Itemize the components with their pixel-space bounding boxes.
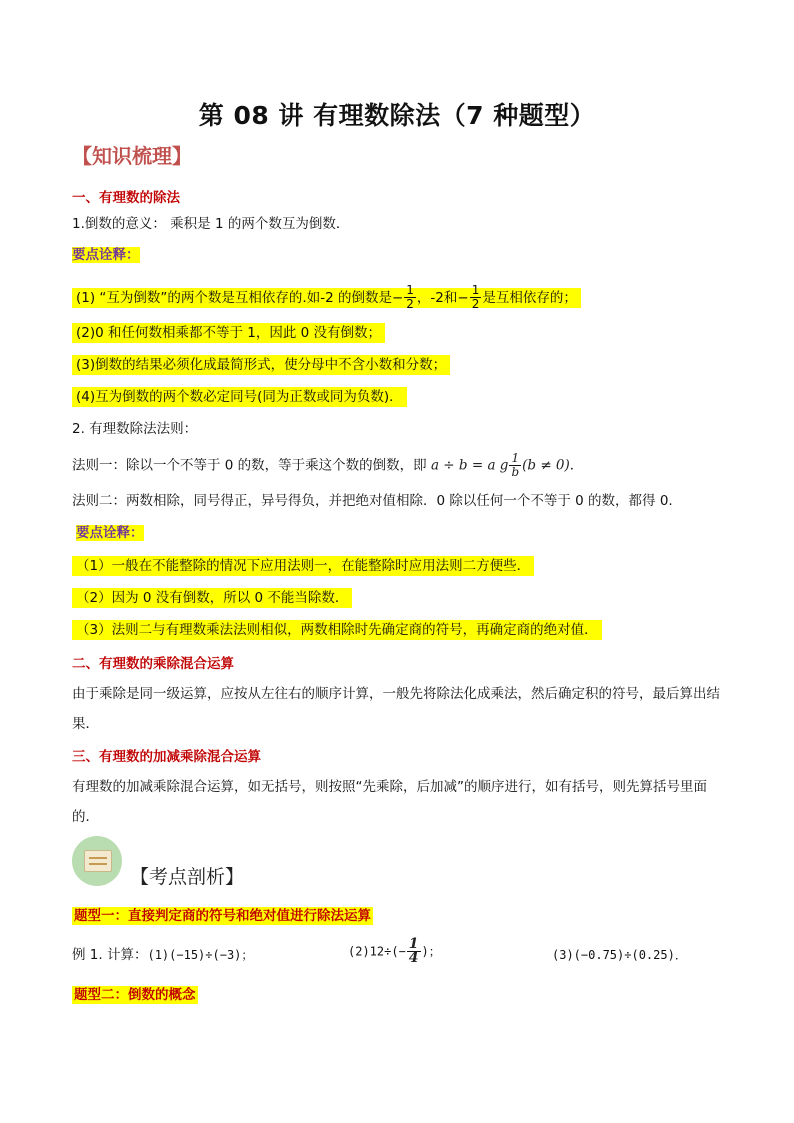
key-label-2 xyxy=(76,522,144,544)
rule-note-3 xyxy=(72,619,602,641)
item-reciprocal-meaning xyxy=(72,213,349,235)
rule-note-1 xyxy=(72,555,534,577)
q2-frac-den: 4 xyxy=(408,950,419,966)
rule-note-3-text: （3）法则二与有理数乘法法则相似，两数相除时先确定商的符号，再确定商的绝对值． xyxy=(72,620,602,640)
key-label xyxy=(72,244,140,266)
note-1-mid: ，-2和 xyxy=(416,289,458,306)
example-1-q1: (1)(−15)÷(−3)； xyxy=(147,948,254,962)
kaodian-title: 【考点剖析】 xyxy=(130,866,245,888)
rule-2: 法则二：两数相除，同号得正，异号得负，并把绝对值相除．0 除以任何一个不等于 0 的数，都得 0. xyxy=(72,493,673,509)
key-label-text: 要点诠释： xyxy=(72,247,140,263)
frac2-den: 2 xyxy=(471,297,480,311)
mixed-four-text: 有理数的加减乘除混合运算，如无括号，则按照“先乘除，后加减”的顺序进行，如有括号，则先算括号里面的． xyxy=(72,779,707,825)
frac1-sign: − xyxy=(391,289,404,306)
note-1-pre: (1) “互为倒数”的两个数是互相依存的.如-2 的倒数是 xyxy=(76,289,392,306)
q2-fraction xyxy=(407,938,421,965)
type-1-heading-text: 题型一：直接判定商的符号和绝对值进行除法运算 xyxy=(74,908,371,924)
rule-1-frac-den: b xyxy=(511,465,520,479)
type-2-heading-text: 题型二：倒数的概念 xyxy=(74,987,196,1003)
heading-division: 一、有理数的除法 xyxy=(72,190,180,206)
key-label-2-text: 要点诠释： xyxy=(76,525,144,541)
example-1 xyxy=(72,944,253,966)
fraction-half-1 xyxy=(404,284,416,311)
section-tag-knowledge: 【知识梳理】 xyxy=(72,144,192,168)
rule-1-frac-num: 1 xyxy=(509,452,521,466)
rule-1-fraction xyxy=(509,452,521,479)
q3-text: (3)(−0.75)÷(0.25)． xyxy=(552,948,687,962)
rule-1 xyxy=(72,452,583,479)
type-1-heading xyxy=(72,904,373,924)
heading-mixed-four: 三、有理数的加减乘除混合运算 xyxy=(72,749,261,765)
page-title: 第 08 讲 有理数除法（7 种题型） xyxy=(198,101,596,130)
rule-1-text: 法则一：除以一个不等于 0 的数，等于乘这个数的倒数，即 xyxy=(72,457,427,474)
note-4 xyxy=(72,386,407,408)
example-1-q3 xyxy=(552,944,687,966)
q2-post: )； xyxy=(421,944,441,959)
rule-1-formula-pre: a ÷ b = a g xyxy=(430,457,509,474)
rule-1-formula-post: (b ≠ 0) xyxy=(522,457,570,474)
item-text: 倒数的意义： 乘积是 1 的两个数互为倒数． xyxy=(84,216,350,232)
rule-note-2-text: （2）因为 0 没有倒数，所以 0 不能当除数． xyxy=(72,588,352,608)
item-number: 1. xyxy=(72,216,85,232)
note-2-text: (2)0 和任何数相乘都不等于 1，因此 0 没有倒数； xyxy=(72,323,385,343)
rule-1-end: ． xyxy=(569,457,584,474)
note-3 xyxy=(72,354,450,376)
frac1-den: 2 xyxy=(406,297,414,311)
rule-note-2 xyxy=(72,587,352,609)
example-1-q2 xyxy=(348,938,441,965)
item-division-rules: 2. 有理数除法法则： xyxy=(72,421,198,437)
note-1 xyxy=(72,284,581,311)
rule-note-1-text: （1）一般在不能整除的情况下应用法则一，在能整除时应用法则二方便些． xyxy=(72,556,534,576)
frac1-num: 1 xyxy=(406,283,414,297)
note-4-text: (4)互为倒数的两个数必定同号(同为正数或同为负数)． xyxy=(72,387,407,407)
mixed-mul-div-text: 由于乘除是同一级运算，应按从左往右的顺序计算，一般先将除法化成乘法，然后确定积的符号，最后算出结果． xyxy=(72,686,720,732)
q2-frac-num: 1 xyxy=(408,936,419,952)
note-2 xyxy=(72,322,385,344)
heading-mixed-mul-div: 二、有理数的乘除混合运算 xyxy=(72,656,234,672)
frac2-sign: − xyxy=(457,289,469,306)
note-3-text: (3)倒数的结果必须化成最简形式，使分母中不含小数和分数； xyxy=(72,355,450,375)
document-icon-sheet xyxy=(84,850,112,872)
frac2-num: 1 xyxy=(471,283,480,297)
note-1-highlight xyxy=(72,283,581,311)
example-1-label: 例 1. 计算： xyxy=(72,947,148,963)
type-2-heading xyxy=(72,983,198,1003)
q2-pre: (2)12÷(− xyxy=(348,944,406,959)
document-icon xyxy=(72,836,122,886)
fraction-half-2 xyxy=(470,284,482,311)
note-1-post: 是互相依存的； xyxy=(482,289,577,306)
